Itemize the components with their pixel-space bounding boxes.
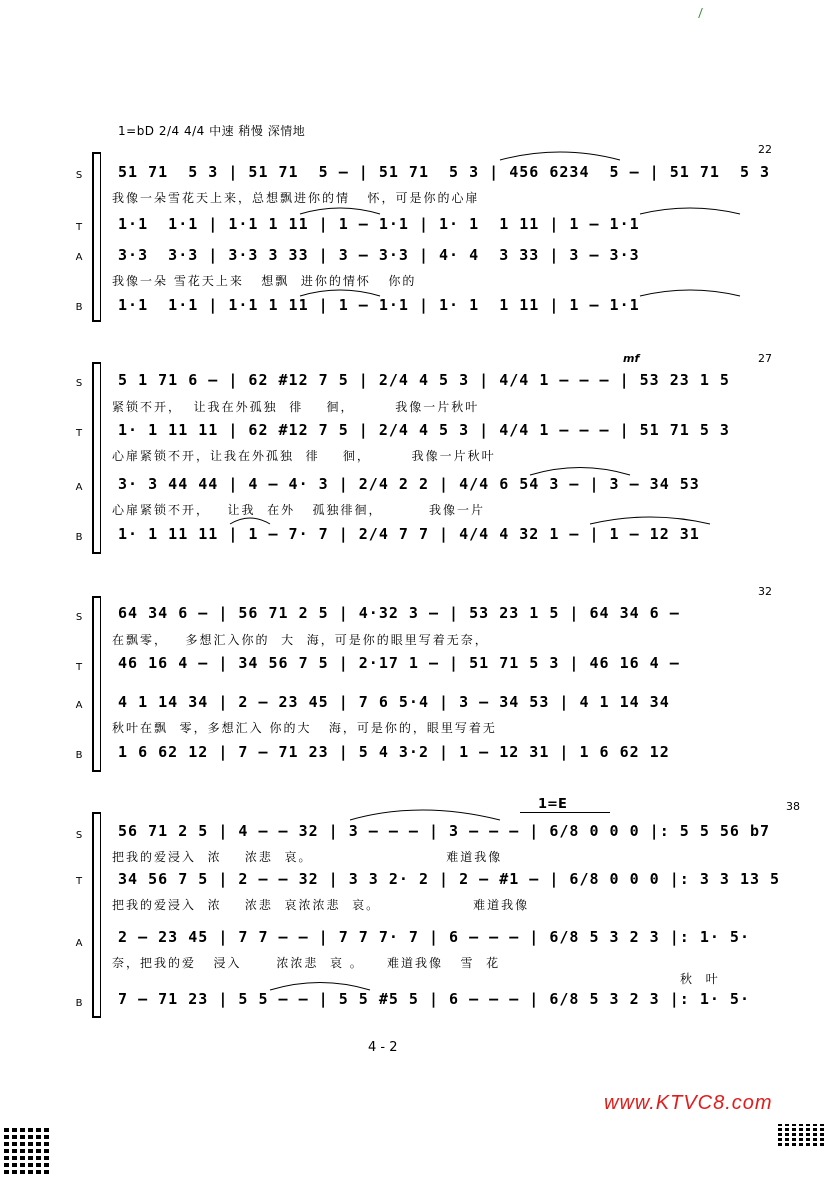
qr-code-left — [4, 1126, 52, 1174]
bass-notes: 7 – 71 23 | 5 5 – – | 5 5 #5 5 | 6 – – – | 6/8 5 3 2 3 |: 1· 5· — [108, 990, 750, 1008]
voice-label-t: T — [75, 428, 83, 439]
qr-code-right — [778, 1124, 826, 1146]
bass-notes: 1· 1 11 11 | 1 – 7· 7 | 2/4 7 7 | 4/4 4 32 1 – | 1 – 12 31 — [108, 525, 700, 543]
measure-number: 38 — [786, 800, 800, 813]
alto-lyrics: 秋叶在飘 零，多想汇入 你的大 海，可是你的，眼里写着无 — [112, 721, 497, 735]
voice-label-s: S — [75, 378, 83, 389]
tenor-notes: 46 16 4 – | 34 56 7 5 | 2·17 1 – | 51 71 5 3 | 46 16 4 – — [108, 654, 680, 672]
alto-notes: 2 – 23 45 | 7 7 – – | 7 7 7· 7 | 6 – – – | 6/8 5 3 2 3 |: 1· 5· — [108, 928, 750, 946]
alto-notes: 3·3 3·3 | 3·3 3 33 | 3 – 3·3 | 4· 4 3 33 | 3 – 3·3 — [108, 246, 640, 264]
dynamics-mark: mf — [623, 352, 640, 365]
voice-label-t: T — [75, 662, 83, 673]
soprano-notes: 5 1 71 6 – | 62 #12 7 5 | 2/4 4 5 3 | 4/4 1 – – – | 53 23 1 5 — [108, 371, 730, 389]
voice-label-t: T — [75, 222, 83, 233]
voice-label-s: S — [75, 612, 83, 623]
soprano-lyrics: 我像一朵雪花天上来，总想飘进你的情 怀，可是你的心扉 — [112, 191, 480, 205]
tenor-notes: 34 56 7 5 | 2 – – 32 | 3 3 2· 2 | 2 – #1 – | 6/8 0 0 0 |: 3 3 13 5 — [108, 870, 781, 888]
voice-label-a: A — [75, 252, 83, 263]
alto-lyrics: 我像一朵 雪花天上来 想飘 进你的情怀 你的 — [112, 274, 417, 288]
tenor-lyrics: 把我的爱浸入 浓 浓悲 哀浓浓悲 哀。 难道我像 — [112, 898, 530, 912]
tenor-lyrics: 心扉紧锁不开，让我在外孤独 徘 徊， 我像一片秋叶 — [112, 449, 496, 463]
voice-label-a: A — [75, 700, 83, 711]
site-watermark: www.KTVC8.com — [604, 1092, 773, 1114]
voice-label-a: A — [75, 938, 83, 949]
soprano-notes: 51 71 5 3 | 51 71 5 – | 51 71 5 3 | 456 6234 5 – | 51 71 5 3 — [108, 163, 771, 181]
bass-notes: 1 6 62 12 | 7 – 71 23 | 5 4 3·2 | 1 – 12 31 | 1 6 62 12 — [108, 743, 670, 761]
voice-label-t: T — [75, 876, 83, 887]
alto-notes: 4 1 14 34 | 2 – 23 45 | 7 6 5·4 | 3 – 34 53 | 4 1 14 34 — [108, 693, 670, 711]
voice-label-s: S — [75, 170, 83, 181]
soprano-lyrics: 在飘零， 多想汇入你的 大 海，可是你的眼里写着无奈， — [112, 633, 489, 647]
measure-number: 27 — [758, 352, 772, 365]
voice-label-b: B — [75, 750, 83, 761]
soprano-lyrics: 把我的爱浸入 浓 浓悲 哀。 难道我像 — [112, 850, 503, 864]
alto-lyrics: 奈，把我的爱 浸入 浓浓悲 哀 。 难道我像 雪 花 — [112, 956, 501, 970]
tenor-notes: 1·1 1·1 | 1·1 1 11 | 1 – 1·1 | 1· 1 1 11 | 1 – 1·1 — [108, 215, 640, 233]
measure-number: 22 — [758, 143, 772, 156]
measure-number: 32 — [758, 585, 772, 598]
alto-lyrics-2: 秋 叶 — [680, 972, 720, 986]
key-change: 1=E — [538, 797, 567, 812]
score-header: 1=bD 2/4 4/4 中速 稍慢 深情地 — [118, 124, 306, 138]
bass-notes: 1·1 1·1 | 1·1 1 11 | 1 – 1·1 | 1· 1 1 11 | 1 – 1·1 — [108, 296, 640, 314]
tenor-notes: 1· 1 11 11 | 62 #12 7 5 | 2/4 4 5 3 | 4/4 1 – – – | 51 71 5 3 — [108, 421, 730, 439]
soprano-notes: 64 34 6 – | 56 71 2 5 | 4·32 3 – | 53 23 1 5 | 64 34 6 – — [108, 604, 680, 622]
voice-label-s: S — [75, 830, 83, 841]
alto-notes: 3· 3 44 44 | 4 – 4· 3 | 2/4 2 2 | 4/4 6 54 3 – | 3 – 34 53 — [108, 475, 700, 493]
soprano-lyrics: 紧锁不开， 让我在外孤独 徘 徊， 我像一片秋叶 — [112, 400, 480, 414]
alto-lyrics: 心扉紧锁不开， 让我 在外 孤独徘徊， 我像一片 — [112, 503, 486, 517]
voice-label-a: A — [75, 482, 83, 493]
page-number: 4 - 2 — [368, 1040, 398, 1055]
voice-label-b: B — [75, 302, 83, 313]
soprano-notes: 56 71 2 5 | 4 – – 32 | 3 – – – | 3 – – – | 6/8 0 0 0 |: 5 5 56 b7 — [108, 822, 771, 840]
voice-label-b: B — [75, 998, 83, 1009]
voice-label-b: B — [75, 532, 83, 543]
